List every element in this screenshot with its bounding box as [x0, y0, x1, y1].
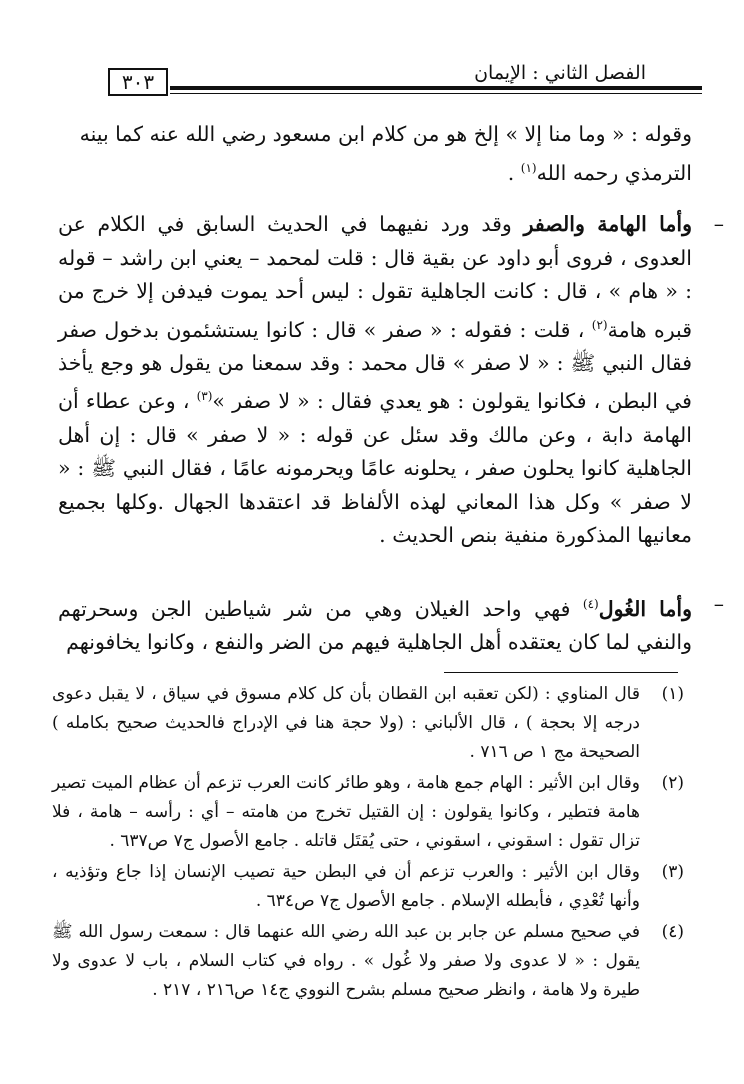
heading-hama-safar: وأما الهامة والصفر	[523, 212, 692, 236]
paragraph-2	[58, 208, 724, 553]
footnote-ref-1: (١)	[520, 160, 537, 175]
footnote-text: وقال ابن الأثير : الهام جمع هامة ، وهو طائر كانت العرب تزعم أن عظام الميت تصير هامة فتطير ، وكانوا يقولون : إن القتيل تخرج من هامته – أي : رأسه – هامة ، فلا تزال تقول : اسقوني ، اسقوني ، حتى يُقتَل قاتله . جامع الأصول ج٧ ص٦٣٧ .	[52, 773, 640, 851]
paragraph-3-text: فهي واحد الغيلان وهي من شر شياطين الجن وسحرتهم والنفي لما كان يعتقده أهل الجاهلية فيهم من الضر والنفع ، وكانوا يخافونهم	[58, 596, 692, 655]
footnote-ref-3: (٣)	[196, 389, 213, 404]
paragraph-3	[58, 588, 724, 660]
footnote-4	[52, 918, 684, 1005]
paragraph-1	[58, 118, 692, 190]
paragraph-1-line-2: الترمذي رحمه الله	[536, 160, 692, 185]
footnote-number: (٣)	[661, 862, 684, 882]
paragraph-1-line-1: وقوله : « وما منا إلا » إلخ هو من كلام ابن مسعود رضي الله عنه كما بينه	[79, 122, 692, 146]
page-number: ٣٠٣	[108, 68, 168, 96]
heading-ghoul: وأما الغُول	[598, 596, 692, 621]
footnote-number: (٤)	[661, 922, 684, 942]
header-rule-thin	[170, 93, 702, 94]
header-rule-thick	[170, 86, 702, 90]
bullet-dash: –	[713, 592, 724, 616]
paragraph-2-text-1: وقد ورد نفيهما في الحديث السابق في الكلام عن العدوى ، فروى أبو داود عن بقية قال : قلت لمحمد – يعني ابن راشد – قوله : « هام » ، قال : كانت الجاهلية تقول : ليس أحد يموت فيدفن إلا خرج من قبره هامة	[58, 212, 692, 342]
footnote-2	[52, 769, 684, 856]
footnote-1	[52, 680, 684, 767]
footnote-separator	[444, 672, 678, 673]
footnote-text: وقال ابن الأثير : والعرب تزعم أن في البطن حية تصيب الإنسان إذا جاع وتؤذيه ، وأنها تُعْدِي ، فأبطله الإسلام . جامع الأصول ج٧ ص٦٣٤ .	[52, 862, 640, 911]
bullet-dash: –	[713, 212, 724, 236]
footnote-ref-2: (٢)	[591, 317, 608, 332]
running-title: الفصل الثاني : الإيمان	[474, 62, 646, 84]
footnote-text: في صحيح مسلم عن جابر بن عبد الله رضي الله عنهما قال : سمعت رسول الله ﷺ يقول : « لا عدوى ولا صفر ولا غُول » . رواه في كتاب السلام ، باب لا عدوى ولا طيرة ولا هامة ، وانظر صحيح مسلم بشرح النووي ج١٤ ص٢١٦ ، ٢١٧ .	[52, 922, 640, 1000]
footnotes	[52, 680, 684, 1007]
page-header	[0, 0, 744, 100]
footnote-number: (٢)	[661, 773, 684, 793]
footnote-number: (١)	[661, 684, 684, 704]
footnote-ref-4: (٤)	[582, 597, 599, 611]
footnote-text: قال المناوي : (لكن تعقبه ابن القطان بأن كل كلام مسوق في سياق ، لا يقبل دعوى درجه إلا بحجة ) ، قال الألباني : (ولا حجة هنا في الإدراج فالحديث صحيح بكامله ) الصحيحة مج ١ ص ٧١٦ .	[52, 684, 640, 762]
footnote-3	[52, 858, 684, 916]
paragraph-2-text-3: ، وعن عطاء أن الهامة دابة ، وعن مالك وقد سئل عن قوله : « لا صفر » قال : إن أهل الجاهلية كانوا يحلون صفر ، يحلونه عامًا ويحرمونه عامًا ، فقال النبي ﷺ : « لا صفر » وكل هذا المعاني لهذه الألفاظ قد اعتقدها الجهال .وكلها بجميع معانيها المذكورة منفية بنص الحديث .	[58, 389, 692, 548]
paragraph-2-text-2: ، قلت : فقوله : « صفر » قال : كانوا يستشئمون بدخول صفر فقال النبي ﷺ : « لا صفر » قال محمد : وقد سمعنا من يقول هو وجع يأخذ في البطن ، فكانوا يقولون : هو يعدي فقال : « لا صفر »	[58, 317, 692, 414]
paragraph-1-end: .	[507, 160, 521, 185]
